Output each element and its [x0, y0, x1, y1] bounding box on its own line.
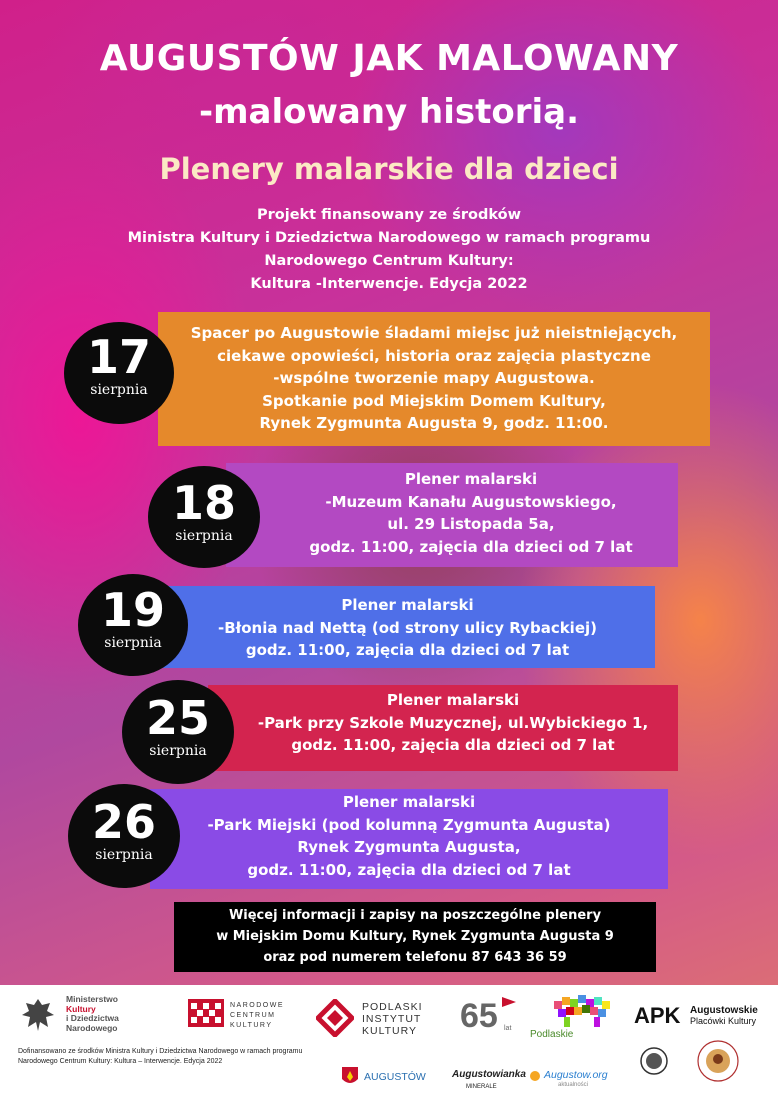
sponsor-footer [0, 985, 778, 1100]
augustow-org-text: Augustow.org [544, 1069, 608, 1081]
augustowianka-sub: MINERALE [466, 1084, 497, 1090]
nck-text: CENTRUM [230, 1012, 276, 1019]
event-line: -Park Miejski (pod kolumną Zygmunta Augusta) [207, 815, 611, 834]
event-line: Spotkanie pod Miejskim Domem Kultury, [262, 391, 606, 410]
event-line: godz. 11:00, zajęcia dla dzieci od 7 lat [247, 860, 571, 879]
nck-text: KULTURY [230, 1022, 273, 1029]
pik-text: PODLASKI [362, 1001, 423, 1013]
subtitle: Plenery malarskie dla dzieci [159, 152, 619, 186]
apk-logo [634, 1003, 774, 1033]
info-line: Więcej informacji i zapisy na poszczególne plenery [228, 908, 602, 923]
augustow-text: AUGUSTÓW [364, 1071, 426, 1083]
date-month: sierpnia [175, 528, 233, 544]
contact-info-box [174, 902, 656, 972]
ministry-text: i Dziedzictwa [66, 1013, 119, 1023]
funding-line: Kultura -Interwencje. Edycja 2022 [250, 276, 528, 292]
nck-text: NARODOWE [230, 1002, 284, 1009]
event-line: -Park przy Szkole Muzycznej, ul.Wybickiego 1, [257, 713, 649, 732]
pik-mark-icon [316, 999, 354, 1037]
apk-text: Augustowskie [690, 1005, 758, 1016]
sun-icon [528, 1069, 542, 1083]
ministry-text: Kultury [66, 1003, 96, 1014]
date-badge-25 [122, 680, 234, 784]
bison-mosaic-icon [550, 993, 620, 1029]
event-line: godz. 11:00, zajęcia dla dzieci od 7 lat [291, 736, 615, 754]
event-line: -Muzeum Kanału Augustowskiego, [325, 492, 617, 511]
funding-line: Projekt finansowany ze środków [257, 207, 521, 223]
augustow-org-sub: aktualności [558, 1082, 589, 1088]
date-month: sierpnia [90, 382, 148, 398]
event-box-19 [160, 586, 655, 668]
event-line: ciekawe opowieści, historia oraz zajęcia plastyczne [217, 346, 651, 365]
date-badge-17 [64, 322, 174, 424]
event-box-18 [226, 463, 678, 567]
event-line: Rynek Zygmunta Augusta 9, godz. 11:00. [259, 414, 609, 432]
date-month: sierpnia [104, 635, 162, 651]
funding-line: Ministra Kultury i Dziedzictwa Narodowego w ramach programu [127, 230, 651, 246]
funding-note: Dofinansowano ze środków Ministra Kultury i Dziedzictwa Narodowego w ramach programu Narodowego Centrum Kultury: Kultura – Interwencje. Edycja 2022 [18, 1048, 303, 1065]
date-badge-18 [148, 466, 260, 568]
event-box-17 [158, 312, 710, 446]
pik-logo [316, 999, 446, 1043]
date-month: sierpnia [149, 743, 207, 759]
date-day: 17 [86, 330, 151, 384]
pik-text: KULTURY [362, 1025, 418, 1037]
round-emblem-icon [640, 1047, 668, 1075]
pik-text: INSTYTUT [362, 1013, 422, 1025]
augustow-logo [342, 1067, 438, 1089]
eagle-icon [18, 995, 58, 1035]
event-line: godz. 11:00, zajęcia dla dzieci od 7 lat [309, 537, 633, 556]
ministry-text: Ministerstwo [66, 994, 118, 1004]
augustow-org-logo [528, 1067, 616, 1091]
event-line: ul. 29 Listopada 5a, [387, 515, 555, 533]
event-line: -Błonia nad Nettą (od strony ulicy Rybackiej) [217, 618, 597, 637]
info-line: oraz pod numerem telefonu 87 643 36 59 [263, 950, 567, 965]
apk-text: Placówki Kultury [690, 1016, 757, 1026]
sixtyfive-number: 65 [460, 997, 498, 1035]
date-month: sierpnia [95, 847, 153, 863]
event-line: Plener malarski [341, 596, 474, 614]
event-line: Spacer po Augustowie śladami miejsc już nieistniejących, [190, 324, 678, 342]
city-crest-icon [342, 1067, 358, 1087]
event-line: godz. 11:00, zajęcia dla dzieci od 7 lat [245, 641, 570, 659]
title-line-2: -malowany historią. [198, 92, 580, 132]
event-box-26 [150, 789, 668, 889]
event-line: Plener malarski [386, 691, 520, 709]
date-day: 18 [171, 476, 236, 530]
nck-logo [188, 995, 298, 1035]
school-emblem-icon [696, 1039, 740, 1083]
event-line: -wspólne tworzenie mapy Augustowa. [273, 369, 595, 387]
podlaskie-text: Podlaskie [530, 1029, 574, 1040]
date-day: 19 [100, 583, 165, 637]
flag-icon [502, 997, 516, 1007]
augustowianka-text: Augustowianka [452, 1069, 526, 1080]
sixtyfive-logo [460, 995, 520, 1041]
apk-short: APK [634, 1003, 681, 1028]
augustowianka-logo [452, 1067, 526, 1093]
date-day: 26 [91, 795, 156, 849]
title-line-1: AUGUSTÓW JAK MALOWANY [99, 38, 679, 79]
event-line: Plener malarski [404, 470, 538, 488]
event-line: Rynek Zygmunta Augusta, [297, 838, 521, 856]
date-day: 25 [145, 691, 210, 745]
date-badge-26 [68, 784, 180, 888]
ministry-text: Narodowego [66, 1022, 118, 1033]
funding-text [0, 204, 778, 296]
podlaskie-logo [530, 993, 626, 1043]
event-line: Plener malarski [342, 793, 476, 811]
info-line: w Miejskim Domu Kultury, Rynek Zygmunta Augusta 9 [216, 929, 614, 944]
sixtyfive-suffix: lat [504, 1025, 512, 1032]
funding-line: Narodowego Centrum Kultury: [264, 253, 514, 269]
event-box-25 [208, 685, 678, 771]
ministry-logo [18, 995, 168, 1039]
date-badge-19 [78, 574, 188, 676]
nck-mark-icon [188, 995, 224, 1031]
